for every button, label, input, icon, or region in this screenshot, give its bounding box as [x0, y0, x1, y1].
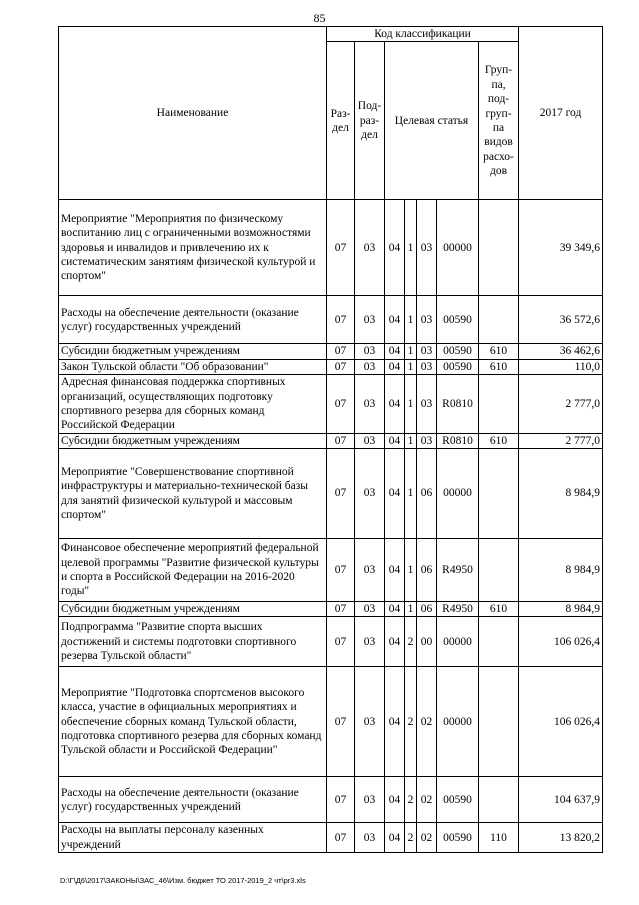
subsection-code: 03 — [355, 449, 385, 539]
amount-2017: 8 984,9 — [519, 449, 603, 539]
target-article-event: 03 — [417, 375, 437, 434]
target-article-subprogram: 2 — [405, 667, 417, 777]
row-name: Мероприятие "Мероприятия по физическому воспитанию лиц с ограниченными возможностями здоровья и инвалидов и привлечению их к систематическим занятиям физической культурой и спортом" — [59, 200, 327, 296]
expense-group-code — [479, 539, 519, 602]
subsection-code: 03 — [355, 617, 385, 667]
header-year: 2017 год — [519, 27, 603, 200]
target-article-subprogram: 1 — [405, 539, 417, 602]
expense-group-code — [479, 617, 519, 667]
target-article-direction: 00590 — [437, 777, 479, 823]
target-article-program: 04 — [385, 539, 405, 602]
subsection-code: 03 — [355, 296, 385, 344]
target-article-direction: 00000 — [437, 449, 479, 539]
amount-2017: 106 026,4 — [519, 617, 603, 667]
header-section: Раз- дел — [327, 42, 355, 200]
target-article-subprogram: 1 — [405, 296, 417, 344]
target-article-program: 04 — [385, 602, 405, 617]
amount-2017: 106 026,4 — [519, 667, 603, 777]
table-row — [59, 539, 603, 602]
target-article-program: 04 — [385, 375, 405, 434]
target-article-direction: R4950 — [437, 602, 479, 617]
expense-group-code: 610 — [479, 433, 519, 448]
target-article-program: 04 — [385, 200, 405, 296]
target-article-program: 04 — [385, 667, 405, 777]
file-path-footer: D:\Г\Д6\2017\ЗАКОНЫ\ЗАС_46\Изм. бюджет ТО 2017-2019_2 чт\pr3.xls — [60, 876, 306, 885]
table-row — [59, 200, 603, 296]
expense-group-code — [479, 667, 519, 777]
expense-group-code: 110 — [479, 823, 519, 853]
section-code: 07 — [327, 667, 355, 777]
row-name: Финансовое обеспечение мероприятий федеральной целевой программы "Развитие физической культуры и спорта в Российской Федерации на 2016-2020 годы" — [59, 539, 327, 602]
row-name: Субсидии бюджетным учреждениям — [59, 344, 327, 359]
table-row — [59, 344, 603, 359]
target-article-event: 00 — [417, 617, 437, 667]
table-row — [59, 777, 603, 823]
amount-2017: 36 462,6 — [519, 344, 603, 359]
target-article-direction: R0810 — [437, 433, 479, 448]
amount-2017: 36 572,6 — [519, 296, 603, 344]
target-article-direction: 00000 — [437, 667, 479, 777]
section-code: 07 — [327, 602, 355, 617]
target-article-subprogram: 2 — [405, 617, 417, 667]
header-name: Наименование — [59, 27, 327, 200]
target-article-event: 03 — [417, 433, 437, 448]
target-article-event: 06 — [417, 602, 437, 617]
target-article-event: 03 — [417, 359, 437, 374]
expense-group-code: 610 — [479, 359, 519, 374]
section-code: 07 — [327, 200, 355, 296]
header-classification-code: Код классификации — [327, 27, 519, 42]
target-article-subprogram: 2 — [405, 823, 417, 853]
section-code: 07 — [327, 777, 355, 823]
expense-group-code — [479, 296, 519, 344]
amount-2017: 104 637,9 — [519, 777, 603, 823]
target-article-event: 06 — [417, 449, 437, 539]
section-code: 07 — [327, 539, 355, 602]
header-target-article: Целевая статья — [385, 42, 479, 200]
target-article-event: 02 — [417, 667, 437, 777]
header-subsection: Под- раз- дел — [355, 42, 385, 200]
target-article-direction: 00590 — [437, 344, 479, 359]
table-row — [59, 433, 603, 448]
table-row — [59, 375, 603, 434]
section-code: 07 — [327, 344, 355, 359]
row-name: Закон Тульской области "Об образовании" — [59, 359, 327, 374]
row-name: Расходы на выплаты персоналу казенных учреждений — [59, 823, 327, 853]
target-article-subprogram: 1 — [405, 449, 417, 539]
target-article-subprogram: 1 — [405, 602, 417, 617]
expense-group-code: 610 — [479, 602, 519, 617]
target-article-event: 03 — [417, 296, 437, 344]
target-article-event: 03 — [417, 344, 437, 359]
table-row — [59, 667, 603, 777]
section-code: 07 — [327, 617, 355, 667]
budget-table — [58, 26, 603, 853]
target-article-subprogram: 2 — [405, 777, 417, 823]
subsection-code: 03 — [355, 539, 385, 602]
target-article-subprogram: 1 — [405, 344, 417, 359]
row-name: Адресная финансовая поддержка спортивных организаций, осуществляющих подготовку спортивного резерва для сборных команд Российской Федерации — [59, 375, 327, 434]
row-name: Мероприятие "Совершенствование спортивной инфраструктуры и материально-технической базы для занятий физической культурой и массовым спортом" — [59, 449, 327, 539]
target-article-direction: 00590 — [437, 359, 479, 374]
section-code: 07 — [327, 359, 355, 374]
target-article-direction: R4950 — [437, 539, 479, 602]
target-article-program: 04 — [385, 344, 405, 359]
target-article-subprogram: 1 — [405, 200, 417, 296]
target-article-subprogram: 1 — [405, 375, 417, 434]
row-name: Мероприятие "Подготовка спортсменов высокого класса, участие в официальных мероприятиях и обеспечение сборных команд Тульской области, подготовка спортивного резерва для сборных команд Тульской области и Российской Федерации" — [59, 667, 327, 777]
amount-2017: 8 984,9 — [519, 539, 603, 602]
row-name: Подпрограмма "Развитие спорта высших достижений и системы подготовки спортивного резерва Тульской области" — [59, 617, 327, 667]
section-code: 07 — [327, 449, 355, 539]
expense-group-code — [479, 777, 519, 823]
expense-group-code: 610 — [479, 344, 519, 359]
section-code: 07 — [327, 375, 355, 434]
expense-group-code — [479, 375, 519, 434]
target-article-program: 04 — [385, 823, 405, 853]
target-article-event: 06 — [417, 539, 437, 602]
row-name: Субсидии бюджетным учреждениям — [59, 433, 327, 448]
row-name: Расходы на обеспечение деятельности (оказание услуг) государственных учреждений — [59, 777, 327, 823]
target-article-event: 02 — [417, 777, 437, 823]
target-article-program: 04 — [385, 777, 405, 823]
target-article-subprogram: 1 — [405, 359, 417, 374]
target-article-direction: 00000 — [437, 200, 479, 296]
table-row — [59, 617, 603, 667]
target-article-program: 04 — [385, 359, 405, 374]
target-article-subprogram: 1 — [405, 433, 417, 448]
subsection-code: 03 — [355, 359, 385, 374]
expense-group-code — [479, 449, 519, 539]
amount-2017: 8 984,9 — [519, 602, 603, 617]
table-row — [59, 359, 603, 374]
target-article-program: 04 — [385, 433, 405, 448]
table-row — [59, 296, 603, 344]
table-row — [59, 449, 603, 539]
page-number: 85 — [313, 11, 326, 25]
subsection-code: 03 — [355, 667, 385, 777]
subsection-code: 03 — [355, 602, 385, 617]
row-name: Субсидии бюджетным учреждениям — [59, 602, 327, 617]
header-expense-group: Груп- па, под- груп- па видов расхо- дов — [479, 42, 519, 200]
target-article-direction: 00590 — [437, 296, 479, 344]
section-code: 07 — [327, 823, 355, 853]
section-code: 07 — [327, 296, 355, 344]
amount-2017: 39 349,6 — [519, 200, 603, 296]
table-row — [59, 602, 603, 617]
target-article-program: 04 — [385, 617, 405, 667]
amount-2017: 13 820,2 — [519, 823, 603, 853]
table-row — [59, 823, 603, 853]
subsection-code: 03 — [355, 823, 385, 853]
subsection-code: 03 — [355, 344, 385, 359]
subsection-code: 03 — [355, 433, 385, 448]
amount-2017: 110,0 — [519, 359, 603, 374]
amount-2017: 2 777,0 — [519, 433, 603, 448]
expense-group-code — [479, 200, 519, 296]
amount-2017: 2 777,0 — [519, 375, 603, 434]
row-name: Расходы на обеспечение деятельности (оказание услуг) государственных учреждений — [59, 296, 327, 344]
subsection-code: 03 — [355, 200, 385, 296]
target-article-direction: 00590 — [437, 823, 479, 853]
section-code: 07 — [327, 433, 355, 448]
target-article-event: 02 — [417, 823, 437, 853]
subsection-code: 03 — [355, 375, 385, 434]
target-article-program: 04 — [385, 296, 405, 344]
target-article-event: 03 — [417, 200, 437, 296]
subsection-code: 03 — [355, 777, 385, 823]
target-article-direction: R0810 — [437, 375, 479, 434]
target-article-direction: 00000 — [437, 617, 479, 667]
target-article-program: 04 — [385, 449, 405, 539]
